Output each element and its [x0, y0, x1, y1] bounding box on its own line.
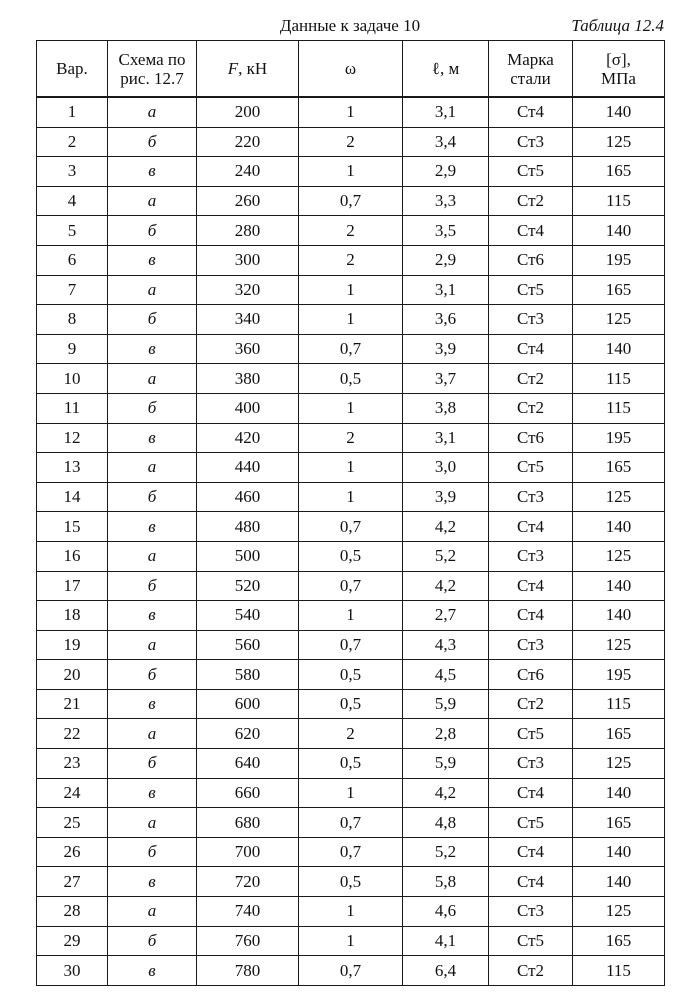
cell-scheme: а — [108, 719, 197, 749]
cell-length: 4,5 — [403, 660, 489, 690]
cell-force: 340 — [197, 305, 299, 335]
cell-steel-grade: Ст3 — [489, 127, 573, 157]
cell-allowable-stress: 165 — [573, 719, 665, 749]
header-allowable-stress: [σ], МПа — [573, 41, 665, 98]
cell-scheme: а — [108, 275, 197, 305]
cell-omega: 0,7 — [299, 571, 403, 601]
cell-length: 3,7 — [403, 364, 489, 394]
cell-scheme: в — [108, 245, 197, 275]
cell-scheme: а — [108, 541, 197, 571]
cell-omega: 1 — [299, 926, 403, 956]
cell-variant: 21 — [37, 689, 108, 719]
cell-length: 2,9 — [403, 245, 489, 275]
cell-allowable-stress: 115 — [573, 956, 665, 986]
cell-allowable-stress: 125 — [573, 541, 665, 571]
cell-length: 3,6 — [403, 305, 489, 335]
cell-allowable-stress: 140 — [573, 571, 665, 601]
table-caption — [36, 14, 664, 40]
cell-scheme: в — [108, 334, 197, 364]
table-row — [37, 245, 665, 275]
cell-scheme: а — [108, 186, 197, 216]
cell-variant: 16 — [37, 541, 108, 571]
table-header — [37, 41, 665, 98]
table-row — [37, 216, 665, 246]
cell-steel-grade: Ст5 — [489, 719, 573, 749]
table-row — [37, 778, 665, 808]
table-row — [37, 808, 665, 838]
table-row — [37, 867, 665, 897]
table-row — [37, 423, 665, 453]
cell-scheme: в — [108, 512, 197, 542]
cell-omega: 1 — [299, 275, 403, 305]
cell-variant: 2 — [37, 127, 108, 157]
cell-omega: 1 — [299, 393, 403, 423]
table-row — [37, 97, 665, 127]
table-row — [37, 393, 665, 423]
cell-steel-grade: Ст2 — [489, 956, 573, 986]
cell-force: 420 — [197, 423, 299, 453]
cell-steel-grade: Ст4 — [489, 571, 573, 601]
cell-scheme: а — [108, 630, 197, 660]
cell-length: 5,8 — [403, 867, 489, 897]
cell-omega: 1 — [299, 305, 403, 335]
cell-steel-grade: Ст4 — [489, 334, 573, 364]
cell-omega: 1 — [299, 601, 403, 631]
cell-length: 3,5 — [403, 216, 489, 246]
table-row — [37, 749, 665, 779]
cell-length: 6,4 — [403, 956, 489, 986]
cell-allowable-stress: 165 — [573, 808, 665, 838]
cell-force: 440 — [197, 453, 299, 483]
table-row — [37, 630, 665, 660]
cell-variant: 20 — [37, 660, 108, 690]
cell-allowable-stress: 140 — [573, 601, 665, 631]
cell-force: 620 — [197, 719, 299, 749]
cell-variant: 25 — [37, 808, 108, 838]
cell-variant: 23 — [37, 749, 108, 779]
cell-omega: 0,7 — [299, 837, 403, 867]
cell-omega: 2 — [299, 245, 403, 275]
cell-steel-grade: Ст4 — [489, 601, 573, 631]
cell-length: 3,8 — [403, 393, 489, 423]
header-scheme: Схема по рис. 12.7 — [108, 41, 197, 98]
cell-allowable-stress: 195 — [573, 423, 665, 453]
cell-length: 4,8 — [403, 808, 489, 838]
cell-steel-grade: Ст4 — [489, 512, 573, 542]
cell-omega: 0,7 — [299, 334, 403, 364]
cell-force: 320 — [197, 275, 299, 305]
cell-variant: 12 — [37, 423, 108, 453]
cell-variant: 17 — [37, 571, 108, 601]
cell-variant: 27 — [37, 867, 108, 897]
cell-scheme: б — [108, 127, 197, 157]
header-length — [403, 41, 489, 98]
cell-length: 5,9 — [403, 749, 489, 779]
cell-scheme: б — [108, 837, 197, 867]
cell-length: 3,1 — [403, 423, 489, 453]
cell-steel-grade: Ст6 — [489, 423, 573, 453]
cell-scheme: в — [108, 157, 197, 187]
table-row — [37, 157, 665, 187]
cell-steel-grade: Ст3 — [489, 630, 573, 660]
cell-variant: 22 — [37, 719, 108, 749]
cell-steel-grade: Ст5 — [489, 157, 573, 187]
cell-force: 600 — [197, 689, 299, 719]
cell-variant: 29 — [37, 926, 108, 956]
cell-length: 3,1 — [403, 275, 489, 305]
cell-steel-grade: Ст4 — [489, 778, 573, 808]
table-row — [37, 660, 665, 690]
table-row — [37, 186, 665, 216]
cell-omega: 1 — [299, 97, 403, 127]
cell-variant: 4 — [37, 186, 108, 216]
cell-allowable-stress: 125 — [573, 749, 665, 779]
cell-scheme: а — [108, 897, 197, 927]
cell-allowable-stress: 140 — [573, 216, 665, 246]
table-row — [37, 127, 665, 157]
cell-allowable-stress: 115 — [573, 186, 665, 216]
cell-force: 700 — [197, 837, 299, 867]
cell-variant: 26 — [37, 837, 108, 867]
cell-allowable-stress: 140 — [573, 334, 665, 364]
cell-force: 760 — [197, 926, 299, 956]
cell-force: 500 — [197, 541, 299, 571]
cell-length: 3,4 — [403, 127, 489, 157]
cell-force: 240 — [197, 157, 299, 187]
cell-variant: 10 — [37, 364, 108, 394]
cell-omega: 1 — [299, 157, 403, 187]
cell-allowable-stress: 140 — [573, 512, 665, 542]
cell-force: 540 — [197, 601, 299, 631]
cell-length: 3,3 — [403, 186, 489, 216]
cell-force: 280 — [197, 216, 299, 246]
cell-scheme: в — [108, 778, 197, 808]
table-row — [37, 453, 665, 483]
cell-steel-grade: Ст5 — [489, 275, 573, 305]
cell-steel-grade: Ст2 — [489, 364, 573, 394]
cell-force: 720 — [197, 867, 299, 897]
cell-steel-grade: Ст3 — [489, 897, 573, 927]
cell-length: 4,3 — [403, 630, 489, 660]
force-symbol: F — [227, 59, 239, 78]
table-row — [37, 512, 665, 542]
cell-omega: 0,5 — [299, 867, 403, 897]
cell-allowable-stress: 195 — [573, 245, 665, 275]
cell-length: 2,7 — [403, 601, 489, 631]
cell-scheme: в — [108, 423, 197, 453]
cell-variant: 14 — [37, 482, 108, 512]
cell-variant: 13 — [37, 453, 108, 483]
cell-scheme: б — [108, 926, 197, 956]
cell-variant: 9 — [37, 334, 108, 364]
table-row — [37, 897, 665, 927]
cell-scheme: б — [108, 393, 197, 423]
cell-force: 380 — [197, 364, 299, 394]
cell-scheme: в — [108, 956, 197, 986]
cell-length: 3,1 — [403, 97, 489, 127]
cell-length: 4,2 — [403, 571, 489, 601]
cell-omega: 0,5 — [299, 364, 403, 394]
cell-variant: 8 — [37, 305, 108, 335]
cell-steel-grade: Ст4 — [489, 867, 573, 897]
cell-allowable-stress: 125 — [573, 630, 665, 660]
cell-omega: 0,7 — [299, 630, 403, 660]
cell-allowable-stress: 165 — [573, 453, 665, 483]
cell-allowable-stress: 115 — [573, 364, 665, 394]
cell-omega: 0,7 — [299, 956, 403, 986]
cell-scheme: а — [108, 453, 197, 483]
table-row — [37, 601, 665, 631]
cell-steel-grade: Ст2 — [489, 689, 573, 719]
cell-scheme: б — [108, 571, 197, 601]
cell-omega: 0,5 — [299, 749, 403, 779]
cell-variant: 24 — [37, 778, 108, 808]
cell-length: 5,2 — [403, 837, 489, 867]
cell-variant: 15 — [37, 512, 108, 542]
cell-scheme: б — [108, 482, 197, 512]
cell-steel-grade: Ст3 — [489, 749, 573, 779]
cell-length: 3,9 — [403, 334, 489, 364]
cell-length: 4,1 — [403, 926, 489, 956]
table-row — [37, 571, 665, 601]
cell-scheme: а — [108, 808, 197, 838]
cell-omega: 2 — [299, 423, 403, 453]
header-force — [197, 41, 299, 98]
cell-variant: 5 — [37, 216, 108, 246]
cell-omega: 2 — [299, 127, 403, 157]
cell-allowable-stress: 165 — [573, 157, 665, 187]
cell-steel-grade: Ст4 — [489, 837, 573, 867]
cell-omega: 1 — [299, 897, 403, 927]
cell-force: 400 — [197, 393, 299, 423]
cell-scheme: б — [108, 749, 197, 779]
cell-steel-grade: Ст4 — [489, 216, 573, 246]
table-row — [37, 482, 665, 512]
table-row — [37, 689, 665, 719]
cell-force: 640 — [197, 749, 299, 779]
cell-steel-grade: Ст2 — [489, 186, 573, 216]
cell-length: 4,2 — [403, 512, 489, 542]
cell-force: 460 — [197, 482, 299, 512]
table-row — [37, 837, 665, 867]
cell-omega: 1 — [299, 453, 403, 483]
cell-allowable-stress: 115 — [573, 689, 665, 719]
cell-force: 300 — [197, 245, 299, 275]
cell-force: 520 — [197, 571, 299, 601]
cell-force: 780 — [197, 956, 299, 986]
cell-allowable-stress: 140 — [573, 867, 665, 897]
cell-variant: 11 — [37, 393, 108, 423]
cell-length: 2,8 — [403, 719, 489, 749]
cell-length: 2,9 — [403, 157, 489, 187]
cell-length: 5,2 — [403, 541, 489, 571]
length-symbol: ℓ — [431, 59, 440, 78]
cell-scheme: в — [108, 867, 197, 897]
cell-force: 560 — [197, 630, 299, 660]
cell-allowable-stress: 165 — [573, 275, 665, 305]
cell-scheme: б — [108, 216, 197, 246]
cell-variant: 19 — [37, 630, 108, 660]
cell-allowable-stress: 140 — [573, 837, 665, 867]
cell-scheme: б — [108, 660, 197, 690]
header-row — [37, 41, 665, 98]
cell-allowable-stress: 140 — [573, 97, 665, 127]
table-row — [37, 719, 665, 749]
cell-steel-grade: Ст3 — [489, 482, 573, 512]
header-omega: ω — [299, 41, 403, 98]
cell-variant: 1 — [37, 97, 108, 127]
cell-steel-grade: Ст2 — [489, 393, 573, 423]
cell-force: 360 — [197, 334, 299, 364]
cell-steel-grade: Ст3 — [489, 541, 573, 571]
table-row — [37, 305, 665, 335]
cell-allowable-stress: 125 — [573, 305, 665, 335]
table-number-label: Таблица 12.4 — [571, 16, 664, 35]
cell-steel-grade: Ст5 — [489, 453, 573, 483]
cell-omega: 1 — [299, 482, 403, 512]
cell-force: 680 — [197, 808, 299, 838]
header-variant: Вар. — [37, 41, 108, 98]
cell-scheme: в — [108, 689, 197, 719]
table-body — [37, 97, 665, 985]
cell-steel-grade: Ст5 — [489, 808, 573, 838]
table-row — [37, 926, 665, 956]
cell-variant: 7 — [37, 275, 108, 305]
table-row — [37, 275, 665, 305]
cell-allowable-stress: 115 — [573, 393, 665, 423]
cell-length: 3,0 — [403, 453, 489, 483]
cell-allowable-stress: 125 — [573, 897, 665, 927]
cell-length: 3,9 — [403, 482, 489, 512]
cell-omega: 0,7 — [299, 186, 403, 216]
cell-force: 740 — [197, 897, 299, 927]
cell-scheme: а — [108, 364, 197, 394]
cell-force: 220 — [197, 127, 299, 157]
cell-force: 660 — [197, 778, 299, 808]
cell-force: 580 — [197, 660, 299, 690]
cell-variant: 28 — [37, 897, 108, 927]
cell-length: 5,9 — [403, 689, 489, 719]
cell-omega: 0,5 — [299, 541, 403, 571]
cell-steel-grade: Ст6 — [489, 245, 573, 275]
cell-length: 4,2 — [403, 778, 489, 808]
cell-scheme: а — [108, 97, 197, 127]
cell-variant: 30 — [37, 956, 108, 986]
data-table — [36, 40, 665, 986]
cell-scheme: в — [108, 601, 197, 631]
cell-omega: 0,5 — [299, 689, 403, 719]
cell-steel-grade: Ст4 — [489, 97, 573, 127]
cell-omega: 2 — [299, 719, 403, 749]
cell-force: 260 — [197, 186, 299, 216]
header-steel-grade: Марка стали — [489, 41, 573, 98]
cell-omega: 1 — [299, 778, 403, 808]
table-title: Данные к задаче 10 — [279, 16, 421, 35]
cell-variant: 18 — [37, 601, 108, 631]
cell-steel-grade: Ст5 — [489, 926, 573, 956]
force-unit: , кН — [238, 59, 268, 78]
table-row — [37, 364, 665, 394]
cell-allowable-stress: 125 — [573, 127, 665, 157]
cell-allowable-stress: 165 — [573, 926, 665, 956]
table-row — [37, 334, 665, 364]
cell-allowable-stress: 125 — [573, 482, 665, 512]
cell-allowable-stress: 195 — [573, 660, 665, 690]
table-row — [37, 956, 665, 986]
cell-omega: 0,5 — [299, 660, 403, 690]
length-unit: , м — [439, 59, 460, 78]
table-row — [37, 541, 665, 571]
cell-omega: 0,7 — [299, 808, 403, 838]
cell-steel-grade: Ст6 — [489, 660, 573, 690]
cell-variant: 6 — [37, 245, 108, 275]
cell-length: 4,6 — [403, 897, 489, 927]
cell-steel-grade: Ст3 — [489, 305, 573, 335]
cell-force: 200 — [197, 97, 299, 127]
cell-omega: 2 — [299, 216, 403, 246]
cell-allowable-stress: 140 — [573, 778, 665, 808]
cell-omega: 0,7 — [299, 512, 403, 542]
cell-variant: 3 — [37, 157, 108, 187]
cell-force: 480 — [197, 512, 299, 542]
cell-scheme: б — [108, 305, 197, 335]
